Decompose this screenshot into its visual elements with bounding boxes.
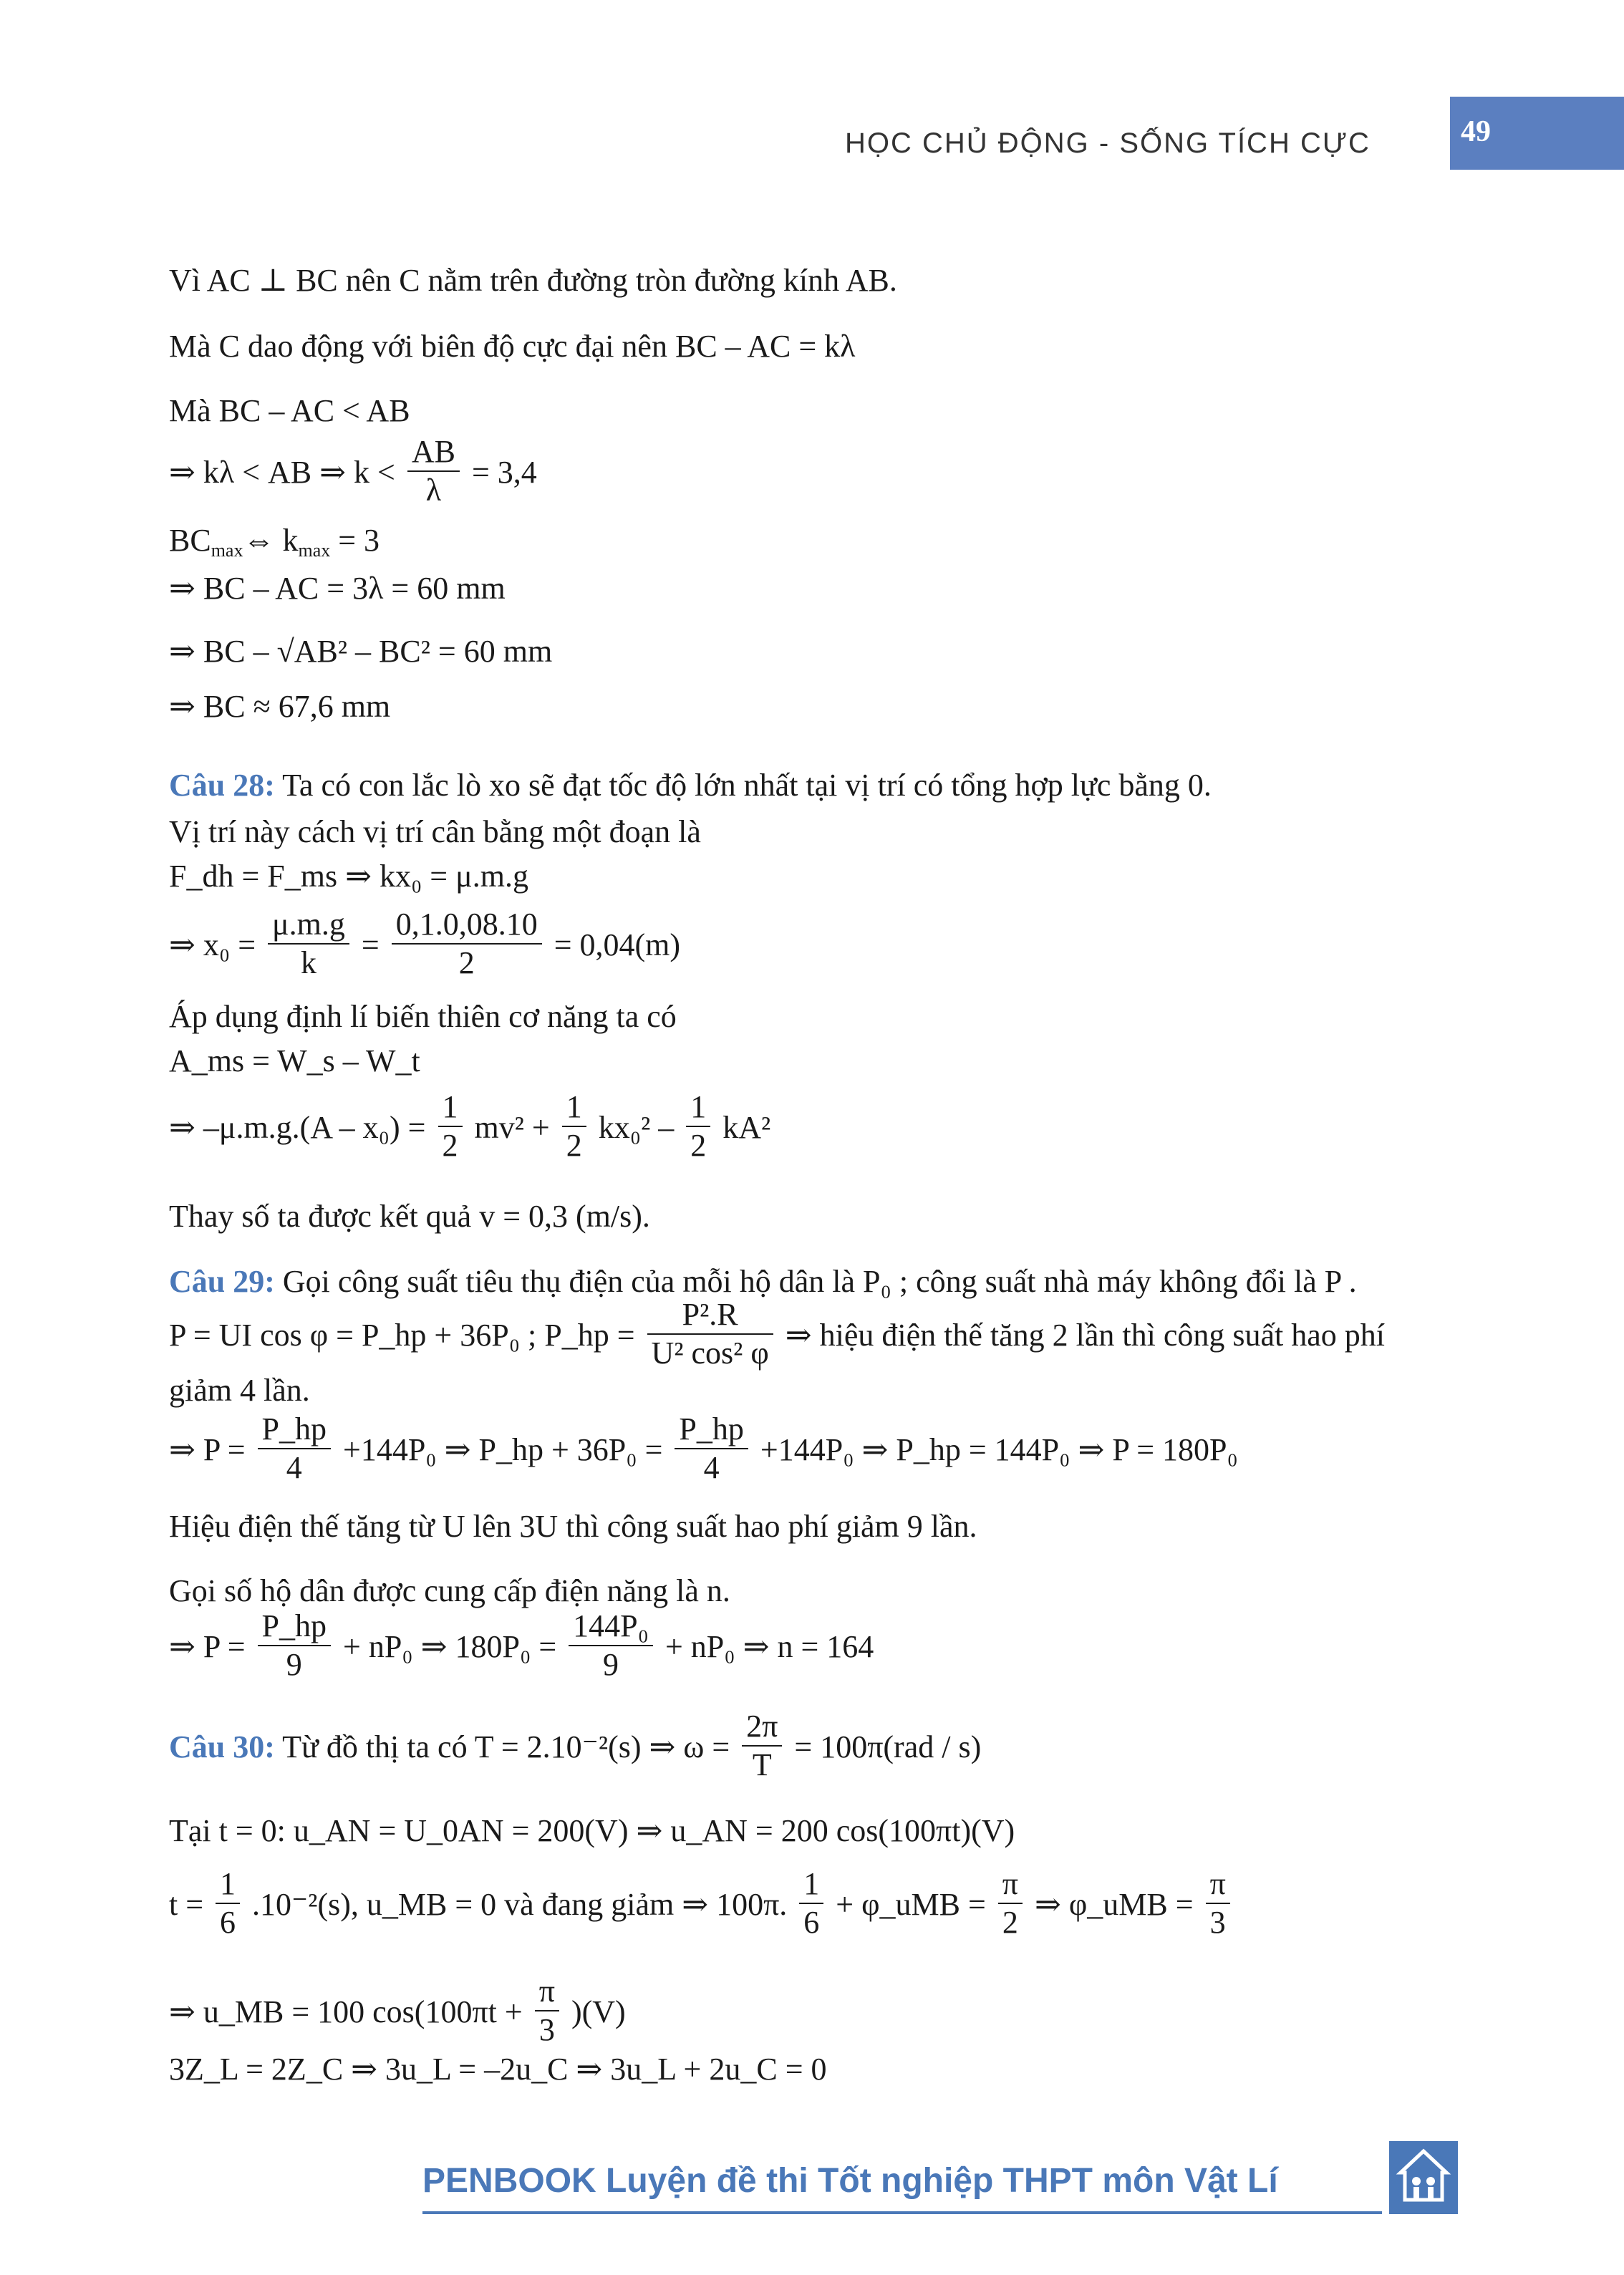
question-30: Câu 30: Từ đồ thị ta có T = 2.10⁻²(s) ⇒ ω = $\frac{2\pi}{T}$ = 100π(rad / s) — [169, 1709, 982, 1782]
equation-line: ⇒ BC – √AB² – BC² = 60 mm — [169, 634, 553, 669]
text-line: Vì AC ⊥ BC nên C nằm trên đường tròn đường kính AB. — [169, 263, 897, 298]
question-28: Câu 28: Ta có con lắc lò xo sẽ đạt tốc độ lớn nhất tại vị trí có tổng hợp lực bằng 0. — [169, 768, 1212, 803]
equation-line: ⇒ BC – AC = 3λ = 60 mm — [169, 571, 506, 606]
equation-line: P = UI cos φ = P_hp + 36P₀ ; P_hp = $\frac{\text{P².R}}{\text{U² cos² φ}}$ ⇒ hiệu điện thế tăng 2 lần thì công suất hao phí — [169, 1297, 1386, 1371]
footer-rule — [422, 2211, 1382, 2214]
question-label: Câu 29: — [169, 1264, 275, 1299]
equation-line: ⇒ u_MB = 100 cos(100πt + $\frac{\pi}{3}$ )(V) — [169, 1974, 626, 2047]
question-29: Câu 29: Gọi công suất tiêu thụ điện của mỗi hộ dân là P₀ ; công suất nhà máy không đổi là P . — [169, 1264, 1357, 1299]
fraction: $\frac{\mu.m.g}{k}$ — [268, 909, 349, 979]
fraction: $\frac{AB}{\lambda}$ — [407, 436, 460, 506]
equation-line: ⇒ x₀ = $\frac{\mu.m.g}{k}$ = $\frac{0,1.0,08.10}{2}$ = 0,04(m) — [169, 907, 681, 980]
equation-line: ⇒ –μ.m.g.(A – x₀) = $\frac{1}{2}$ mv² + $\frac{1}{2}$ kx₀² – $\frac{1}{2}$ kA² — [169, 1089, 771, 1163]
equation-line — [169, 434, 537, 511]
text-line: Mà BC – AC < AB — [169, 393, 410, 428]
eq-text: = 3,4 — [471, 455, 537, 491]
page-number: 49 — [1461, 115, 1491, 148]
equation-line: F_dh = F_ms ⇒ kx₀ = μ.m.g — [169, 859, 528, 894]
equation-line: t = $\frac{1}{6}$ .10⁻²(s), u_MB = 0 và đang giảm ⇒ 100π. $\frac{1}{6}$ + φ_uMB = $\frac{\pi}{2}$ ⇒ φ_uMB = $\frac{\pi}{3}$ — [169, 1873, 1234, 1943]
page-header-title: HỌC CHỦ ĐỘNG - SỐNG TÍCH CỰC — [845, 127, 1371, 159]
text-line: Áp dụng định lí biến thiên cơ năng ta có — [169, 999, 677, 1034]
text-line: giảm 4 lần. — [169, 1373, 310, 1408]
penbook-logo-icon — [1389, 2141, 1458, 2214]
text-line: Vị trí này cách vị trí cân bằng một đoạn là — [169, 814, 701, 849]
equation-line: ⇒ P = $\frac{P\_hp}{4}$ +144P₀ ⇒ P_hp + 36P₀ = $\frac{P\_hp}{4}$ +144P₀ ⇒ P_hp = 144P₀ ⇒ P = 180P₀ — [169, 1411, 1238, 1485]
question-label: Câu 30: — [169, 1729, 275, 1765]
text-line: Hiệu điện thế tăng từ U lên 3U thì công suất hao phí giảm 9 lần. — [169, 1509, 977, 1544]
equation-line: ⇒ BC ≈ 67,6 mm — [169, 689, 391, 724]
equation-line: A_ms = W_s – W_t — [169, 1043, 420, 1078]
equation-line: $BC_{max}\Leftrightarrow$ $k_{max} = 3$ — [169, 523, 380, 561]
equation-line: 3Z_L = 2Z_C ⇒ 3u_L = –2u_C ⇒ 3u_L + 2u_C = 0 — [169, 2052, 827, 2087]
text-line: Gọi số hộ dân được cung cấp điện năng là n. — [169, 1573, 730, 1608]
equation-line: Tại t = 0: u_AN = U_0AN = 200(V) ⇒ u_AN = 200 cos(100πt)(V) — [169, 1813, 1015, 1848]
text-line: Mà C dao động với biên độ cực đại nên BC – AC = kλ — [169, 329, 856, 364]
eq-text: ⇒ kλ < AB ⇒ k < — [169, 455, 395, 491]
text-line: Thay số ta được kết quả v = 0,3 (m/s). — [169, 1199, 650, 1234]
fraction: $\frac{0,1.0,08.10}{2}$ — [392, 909, 542, 979]
equation-line: ⇒ P = $\frac{P\_hp}{9}$ + nP₀ ⇒ 180P₀ = $\frac{\text{144P₀}}{9}$ + nP₀ ⇒ n = 164 — [169, 1608, 874, 1682]
question-label: Câu 28: — [169, 768, 275, 803]
footer-title: PENBOOK Luyện đề thi Tốt nghiệp THPT môn Vật Lí — [422, 2162, 1278, 2200]
